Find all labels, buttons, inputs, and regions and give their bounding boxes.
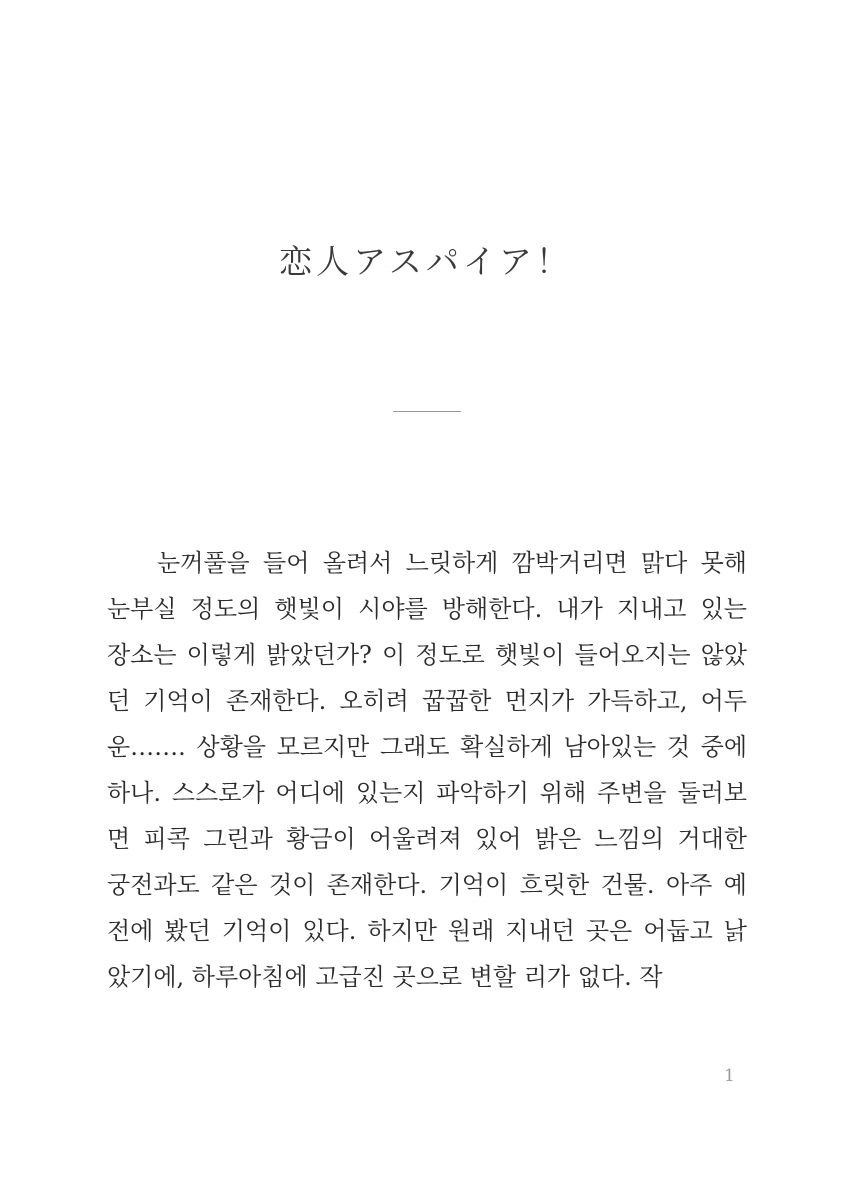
page-number: 1 — [724, 1066, 735, 1086]
body-paragraph — [107, 540, 747, 1000]
chapter-title: 恋人アスパイア！ — [279, 242, 573, 281]
text-line: 눈꺼풀을 들어 올려서 느릿하게 깜박거리면 맑다 못해 — [157, 549, 747, 577]
text-line: 하나. 스스로가 어디에 있는지 파악하기 위해 주변을 둘러보 — [107, 779, 747, 807]
text-line: 눈부실 정도의 햇빛이 시야를 방해한다. 내가 지내고 있는 — [107, 595, 747, 623]
text-line: 던 기억이 존재한다. 오히려 꿉꿉한 먼지가 가득하고, 어두 — [107, 687, 747, 715]
text-line: 전에 봤던 기억이 있다. 하지만 원래 지내던 곳은 어둡고 낡 — [107, 917, 747, 945]
text-line: 궁전과도 같은 것이 존재한다. 기억이 흐릿한 건물. 아주 예 — [107, 871, 747, 899]
text-line: 았기에, 하루아침에 고급진 곳으로 변할 리가 없다. 작 — [107, 963, 663, 991]
title-divider — [393, 411, 461, 412]
text-line: 면 피콕 그린과 황금이 어울려져 있어 밝은 느낌의 거대한 — [107, 825, 747, 853]
text-line: 운……. 상황을 모르지만 그래도 확실하게 남아있는 것 중에 — [107, 733, 747, 761]
text-line: 장소는 이렇게 밝았던가? 이 정도로 햇빛이 들어오지는 않았 — [107, 641, 747, 669]
